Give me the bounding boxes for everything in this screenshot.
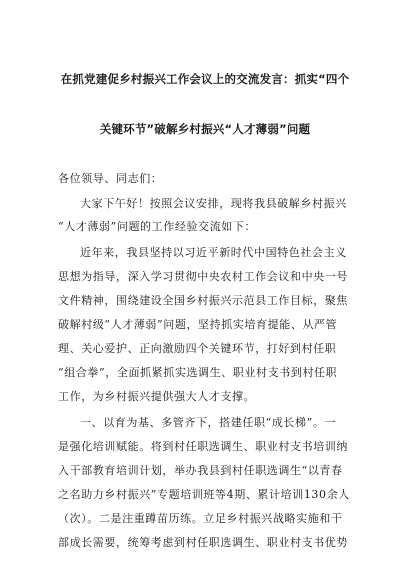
body-line: 破解村级“人才薄弱”问题，坚持抓实培育提能、从严管 bbox=[58, 318, 338, 331]
body-line: 之名助力乡村振兴”专题培训班等4期、累计培训130余人 bbox=[58, 488, 350, 501]
body-line: 近年来，我县坚持以习近平新时代中国特色社会主义 bbox=[80, 246, 347, 259]
body-line: 部成长需要，统筹考虑到村任职选调生、职业村支书优势 bbox=[58, 536, 348, 549]
body-line: 工作，为乡村振兴提供强大人才支撑。 bbox=[58, 390, 256, 403]
body-line: （次）。二是注重蹲苗历练。立足乡村振兴战略实施和干 bbox=[58, 512, 343, 525]
document-title-line-2: 关键环节”破解乡村振兴“人才薄弱”问题 bbox=[99, 122, 311, 136]
document-title-line-1: 在抓党建促乡村振兴工作会议上的交流发言：抓实“四个 bbox=[60, 72, 350, 86]
body-line: 入干部教育培训计划，举办我县到村任职选调生“以青春 bbox=[58, 464, 343, 477]
section-heading-line: 一、以育为基、多管齐下，搭建任职“成长梯”。一 bbox=[80, 416, 337, 429]
body-line: “组合拳”，全面抓紧抓实选调生、职业村支书到村任职 bbox=[58, 366, 338, 379]
salutation: 各位领导、同志们： bbox=[58, 172, 163, 185]
body-line: 大家下午好！按照会议安排，现将我县破解乡村振兴 bbox=[80, 197, 347, 210]
body-line: 文件精神，围绕建设全国乡村振兴示范县工作目标，聚焦 bbox=[58, 294, 348, 307]
body-line: 理、关心爱护、正向激励四个关键环节，打好到村任职 bbox=[58, 342, 337, 355]
body-line: 是强化培训赋能。将到村任职选调生、职业村支书培训纳 bbox=[58, 440, 348, 453]
body-line: 思想为指导，深入学习贯彻中央农村工作会议和中央一号 bbox=[58, 270, 348, 283]
body-line: “人才薄弱”问题的工作经验交流如下： bbox=[58, 220, 257, 233]
